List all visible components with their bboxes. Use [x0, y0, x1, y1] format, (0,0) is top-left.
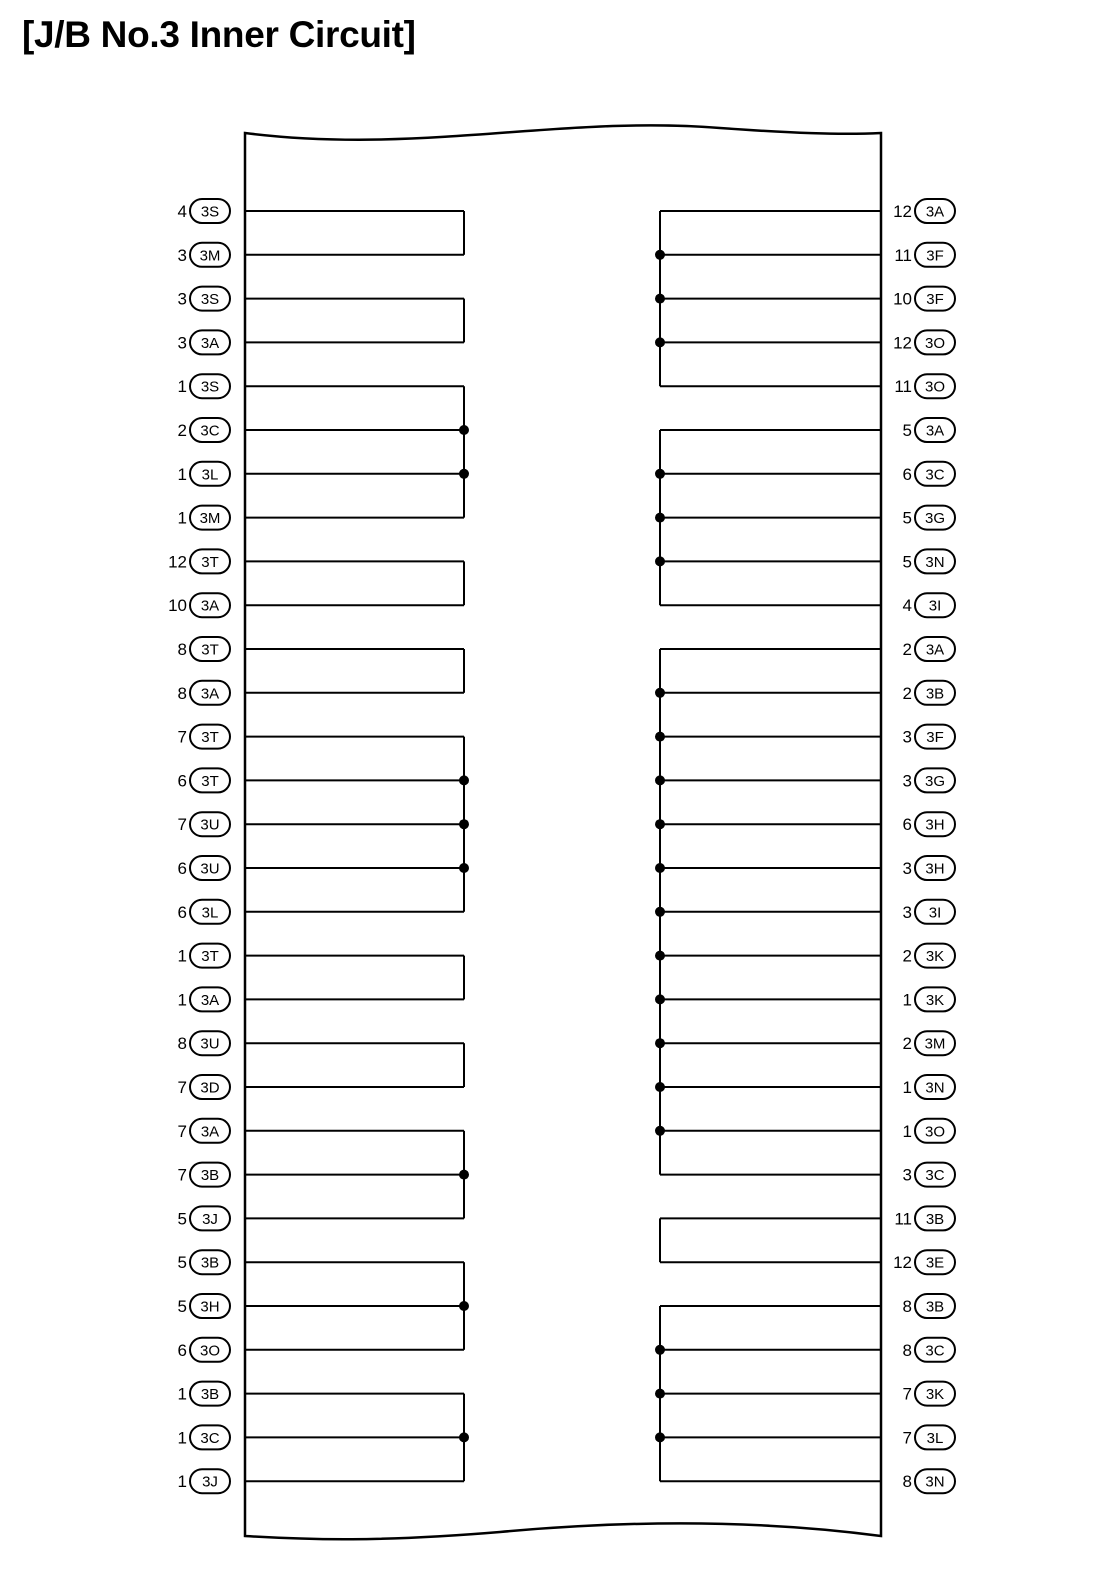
- splice-point: [655, 819, 665, 829]
- connector-code: 3B: [200, 1386, 220, 1404]
- pin-number: 5: [902, 421, 912, 440]
- connector-code: 3C: [925, 1342, 945, 1360]
- left-terminal: [178, 418, 230, 442]
- right-terminal: [903, 637, 955, 661]
- left-terminal: [178, 856, 230, 880]
- connector-code: 3C: [925, 1167, 945, 1185]
- pin-number: 6: [177, 902, 187, 922]
- connector-code: 3S: [200, 378, 220, 396]
- connector-code: 3I: [928, 904, 942, 922]
- pin-number: 7: [177, 1165, 187, 1185]
- pin-number: 6: [177, 771, 187, 791]
- left-terminal: [178, 944, 230, 968]
- pin-number: 5: [177, 1209, 187, 1229]
- connector-code: 3O: [924, 378, 946, 396]
- left-terminal: [178, 199, 230, 223]
- pin-number: 8: [177, 683, 187, 703]
- pin-number: 1: [902, 990, 912, 1010]
- left-terminal: [178, 1119, 230, 1143]
- left-terminal: [178, 330, 230, 354]
- connector-code: 3C: [200, 1429, 220, 1447]
- splice-point: [655, 951, 665, 961]
- left-terminal-column: [168, 199, 469, 1493]
- left-terminal: [178, 1382, 230, 1406]
- right-terminal: [903, 987, 955, 1011]
- connector-code: 3M: [924, 1035, 946, 1053]
- pin-number: 4: [177, 202, 187, 221]
- connector-code: 3L: [926, 1429, 944, 1447]
- connector-code: 3J: [202, 1473, 218, 1491]
- splice-point: [655, 469, 665, 479]
- connector-code: 3C: [925, 466, 945, 484]
- pin-number: 10: [893, 289, 912, 309]
- connector-code: 3L: [201, 466, 219, 484]
- right-terminal: [903, 1075, 955, 1099]
- pin-number: 7: [177, 727, 187, 747]
- splice-point: [655, 732, 665, 742]
- connector-code: 3D: [200, 1079, 220, 1097]
- connector-code: 3U: [200, 1035, 220, 1053]
- connector-code: 3A: [200, 991, 220, 1009]
- right-terminal: [893, 1250, 955, 1274]
- pin-number: 2: [902, 640, 912, 659]
- pin-number: 4: [902, 596, 912, 616]
- right-terminal: [903, 900, 955, 924]
- connector-code: 3N: [925, 1079, 945, 1097]
- pin-number: 8: [902, 1340, 912, 1360]
- connector-code: 3T: [201, 948, 219, 966]
- pin-number: 6: [902, 464, 912, 484]
- connector-code: 3A: [200, 1123, 220, 1141]
- splice-point: [459, 863, 469, 873]
- splice-point: [655, 1345, 665, 1355]
- connector-code: 3H: [200, 1298, 220, 1316]
- pin-number: 6: [177, 1340, 187, 1360]
- right-terminal: [903, 593, 955, 617]
- left-terminal: [178, 1075, 230, 1099]
- pin-number: 3: [902, 771, 912, 791]
- pin-number: 1: [177, 377, 187, 397]
- connector-code: 3A: [200, 597, 220, 615]
- connector-code: 3G: [924, 510, 946, 528]
- pin-number: 8: [177, 640, 187, 659]
- connector-code: 3O: [199, 1342, 221, 1360]
- left-terminal: [178, 987, 230, 1011]
- pin-number: 1: [902, 1121, 912, 1141]
- connector-code: 3A: [200, 685, 220, 703]
- pin-number: 12: [893, 333, 912, 353]
- pin-number: 7: [177, 815, 187, 835]
- splice-point: [655, 1432, 665, 1442]
- splice-point: [459, 469, 469, 479]
- connector-code: 3I: [928, 597, 942, 615]
- right-terminal: [903, 1031, 955, 1055]
- right-terminal: [903, 1294, 955, 1318]
- left-terminal: [178, 1294, 230, 1318]
- right-terminal: [903, 418, 955, 442]
- right-terminal: [903, 549, 955, 573]
- pin-number: 2: [902, 946, 912, 966]
- left-terminal: [178, 1031, 230, 1055]
- connector-code: 3K: [925, 948, 945, 966]
- left-terminal: [178, 812, 230, 836]
- splice-point: [655, 294, 665, 304]
- connector-code: 3U: [200, 816, 220, 834]
- pin-number: 12: [893, 202, 912, 221]
- pin-number: 3: [902, 727, 912, 747]
- connector-code: 3M: [199, 510, 221, 528]
- connector-code: 3T: [201, 553, 219, 571]
- pin-number: 1: [177, 1384, 187, 1404]
- splice-point: [459, 775, 469, 785]
- splice-point: [655, 863, 665, 873]
- connector-code: 3K: [925, 1386, 945, 1404]
- pin-number: 8: [902, 1297, 912, 1316]
- left-terminal: [178, 768, 230, 792]
- connector-code: 3G: [924, 772, 946, 790]
- left-terminal: [178, 1469, 230, 1493]
- right-terminal: [903, 1382, 955, 1406]
- splice-point: [655, 337, 665, 347]
- left-terminal: [178, 506, 230, 530]
- pin-number: 1: [177, 1472, 187, 1492]
- connector-code: 3O: [924, 1123, 946, 1141]
- right-terminal: [903, 506, 955, 530]
- connector-code: 3E: [925, 1254, 945, 1272]
- connector-code: 3F: [926, 291, 944, 309]
- connector-code: 3B: [200, 1254, 220, 1272]
- right-terminal: [903, 681, 955, 705]
- right-terminal: [893, 287, 955, 311]
- pin-number: 11: [894, 1209, 912, 1229]
- left-terminal: [178, 243, 230, 267]
- right-terminal: [903, 1163, 955, 1187]
- connector-code: 3O: [924, 334, 946, 352]
- connector-code: 3N: [925, 553, 945, 571]
- pin-number: 6: [177, 859, 187, 878]
- left-terminal: [178, 1338, 230, 1362]
- pin-number: 5: [177, 1297, 187, 1316]
- connector-code: 3A: [200, 334, 220, 352]
- left-terminal: [178, 900, 230, 924]
- splice-point: [655, 688, 665, 698]
- pin-number: 2: [902, 683, 912, 703]
- left-terminal: [178, 1250, 230, 1274]
- pin-number: 7: [902, 1428, 912, 1448]
- splice-point: [655, 250, 665, 260]
- pin-number: 3: [902, 1165, 912, 1185]
- splice-point: [655, 1038, 665, 1048]
- splice-point: [655, 994, 665, 1004]
- pin-number: 11: [894, 377, 912, 397]
- right-terminal: [903, 812, 955, 836]
- left-terminal: [178, 681, 230, 705]
- pin-number: 7: [177, 1078, 187, 1097]
- left-terminal: [178, 462, 230, 486]
- connector-code: 3C: [200, 422, 220, 440]
- splice-point: [655, 907, 665, 917]
- pin-number: 1: [177, 946, 187, 966]
- pin-number: 5: [902, 552, 912, 572]
- connector-code: 3J: [202, 1210, 218, 1228]
- pin-number: 12: [893, 1253, 912, 1273]
- connector-code: 3F: [926, 729, 944, 747]
- pin-number: 3: [177, 289, 187, 309]
- pin-number: 1: [177, 990, 187, 1010]
- pin-number: 11: [894, 245, 912, 265]
- left-terminal: [178, 1206, 230, 1230]
- left-terminal: [168, 593, 230, 617]
- connector-code: 3T: [201, 772, 219, 790]
- connector-code: 3B: [200, 1167, 220, 1185]
- pin-number: 12: [168, 552, 187, 572]
- splice-point: [655, 513, 665, 523]
- connector-code: 3T: [201, 641, 219, 659]
- connector-code: 3A: [925, 422, 945, 440]
- pin-number: 3: [177, 245, 187, 265]
- connector-code: 3S: [200, 203, 220, 221]
- right-terminal: [903, 1338, 955, 1362]
- pin-number: 2: [902, 1034, 912, 1054]
- left-terminal: [178, 637, 230, 661]
- connector-code: 3F: [926, 247, 944, 265]
- right-terminal: [903, 944, 955, 968]
- connector-code: 3S: [200, 291, 220, 309]
- pin-number: 3: [902, 902, 912, 922]
- pin-number: 2: [177, 421, 187, 440]
- connector-code: 3M: [199, 247, 221, 265]
- right-terminal: [903, 1425, 955, 1449]
- pin-number: 1: [177, 464, 187, 484]
- right-terminal-column: [655, 199, 955, 1493]
- right-terminal: [903, 725, 955, 749]
- left-terminal: [178, 1163, 230, 1187]
- connector-code: 3H: [925, 860, 945, 878]
- right-terminal: [894, 243, 955, 267]
- pin-number: 8: [902, 1472, 912, 1492]
- left-terminal: [178, 725, 230, 749]
- pin-number: 5: [177, 1253, 187, 1273]
- right-terminal: [903, 856, 955, 880]
- splice-point: [655, 775, 665, 785]
- splice-point: [655, 1389, 665, 1399]
- pin-number: 3: [902, 859, 912, 878]
- pin-number: 5: [902, 508, 912, 528]
- connector-code: 3L: [201, 904, 219, 922]
- connector-code: 3A: [925, 641, 945, 659]
- pin-number: 3: [177, 333, 187, 353]
- pin-number: 10: [168, 596, 187, 616]
- pin-number: 7: [902, 1384, 912, 1404]
- right-terminal: [903, 1469, 955, 1493]
- diagram-title: [J/B No.3 Inner Circuit]: [22, 14, 416, 55]
- left-terminal: [168, 549, 230, 573]
- left-terminal: [178, 287, 230, 311]
- splice-point: [655, 1082, 665, 1092]
- right-terminal: [894, 1206, 955, 1230]
- pin-number: 1: [902, 1078, 912, 1097]
- junction-block-outline: [245, 125, 881, 1539]
- pin-number: 1: [177, 508, 187, 528]
- left-terminal: [178, 1425, 230, 1449]
- right-terminal: [903, 462, 955, 486]
- connector-code: 3T: [201, 729, 219, 747]
- left-terminal: [178, 374, 230, 398]
- pin-number: 8: [177, 1034, 187, 1054]
- right-terminal: [893, 330, 955, 354]
- connector-code: 3B: [925, 1210, 945, 1228]
- right-terminal: [903, 1119, 955, 1143]
- connector-code: 3B: [925, 1298, 945, 1316]
- connector-code: 3K: [925, 991, 945, 1009]
- splice-point: [655, 556, 665, 566]
- splice-point: [655, 1126, 665, 1136]
- connector-code: 3H: [925, 816, 945, 834]
- right-terminal: [903, 768, 955, 792]
- right-terminal: [894, 374, 955, 398]
- connector-code: 3N: [925, 1473, 945, 1491]
- connector-code: 3U: [200, 860, 220, 878]
- splice-point: [459, 819, 469, 829]
- splice-point: [459, 425, 469, 435]
- pin-number: 6: [902, 815, 912, 835]
- splice-point: [459, 1432, 469, 1442]
- connector-code: 3A: [925, 203, 945, 221]
- pin-number: 1: [177, 1428, 187, 1448]
- splice-point: [459, 1301, 469, 1311]
- connector-code: 3B: [925, 685, 945, 703]
- pin-number: 7: [177, 1121, 187, 1141]
- splice-point: [459, 1170, 469, 1180]
- right-terminal: [893, 199, 955, 223]
